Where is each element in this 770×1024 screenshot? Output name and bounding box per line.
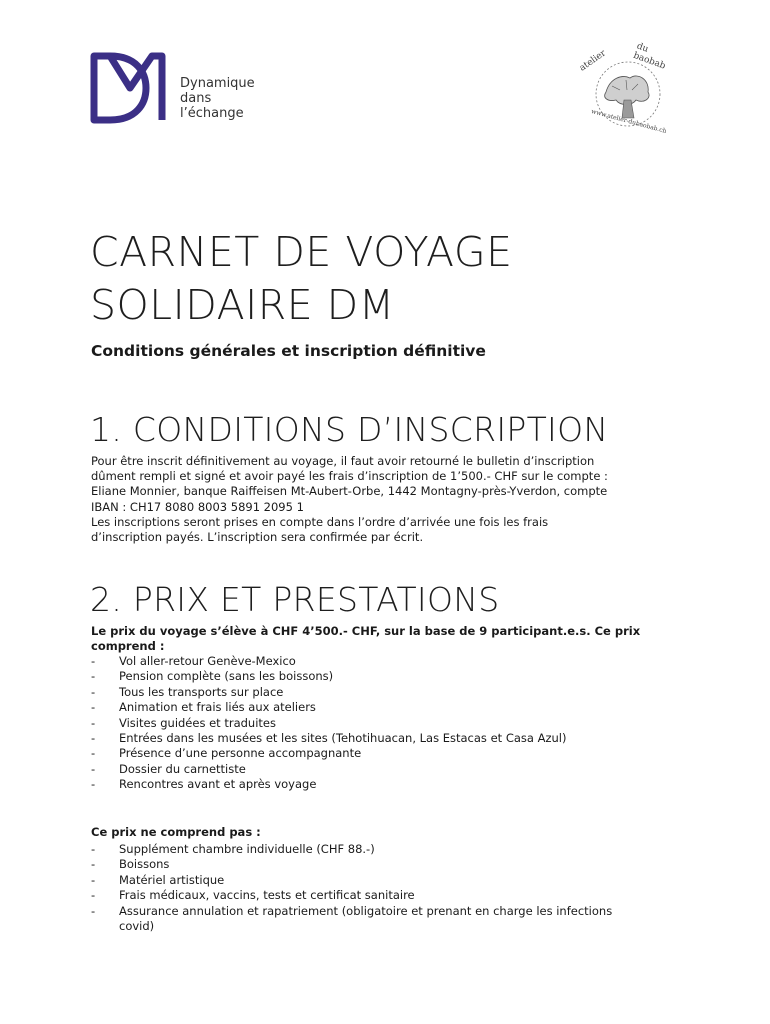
- logo-word: du baobab: [631, 41, 667, 72]
- bullet-dash: -: [91, 654, 96, 668]
- title-line: SOLIDAIRE DM: [90, 281, 395, 329]
- logo-url: www.atelier-dubaobab.ch: [590, 108, 668, 135]
- bullet-dash: -: [91, 761, 96, 776]
- list-item-text: Tous les transports sur place: [119, 684, 284, 699]
- bullet-dash: -: [91, 857, 96, 872]
- wordmark-line: Dynamique: [180, 76, 255, 91]
- wordmark-line: dans: [180, 91, 212, 106]
- list-item: [91, 842, 612, 857]
- list-item: [91, 700, 566, 715]
- list-item: [91, 731, 566, 746]
- section-heading-conditions: 1. CONDITIONS D’INSCRIPTION: [90, 410, 609, 449]
- list-item-text: Supplément chambre individuelle (CHF 88.-): [119, 842, 375, 856]
- list-item: [91, 669, 566, 684]
- dm-logo: [90, 52, 280, 128]
- list-item-text: Présence d’une personne accompagnante: [119, 746, 362, 761]
- conditions-paragraph: [91, 454, 691, 545]
- excluded-title-text: Ce prix ne comprend pas :: [91, 825, 261, 839]
- bullet-dash: -: [91, 872, 96, 887]
- list-item-text: Dossier du carnettiste: [119, 761, 246, 776]
- list-item: [91, 654, 566, 669]
- list-item-text: Vol aller-retour Genève-Mexico: [119, 654, 296, 668]
- list-item: [91, 777, 566, 792]
- list-item-text: Matériel artistique: [119, 872, 225, 887]
- list-item-text: Entrées dans les musées et les sites (Tehotihuacan, Las Estacas et Casa Azul): [119, 731, 567, 746]
- excluded-list: [91, 842, 612, 934]
- bullet-dash: -: [91, 746, 96, 761]
- atelier-lettering: [576, 42, 676, 142]
- excluded-title: [91, 825, 261, 840]
- paragraph-line: dûment rempli et signé et avoir payé les frais d’inscription de 1’500.- CHF sur le compte :: [91, 469, 608, 484]
- bullet-dash: -: [91, 888, 96, 903]
- price-intro: [91, 624, 640, 654]
- list-item: [91, 716, 566, 731]
- bullet-dash: -: [91, 715, 96, 730]
- wordmark-line: l’échange: [180, 106, 244, 121]
- included-list: [91, 654, 566, 793]
- list-item-text: Assurance annulation et rapatriement (obligatoire et prenant en charge les infections: [119, 903, 613, 918]
- bullet-dash: -: [91, 842, 96, 856]
- bullet-dash: -: [91, 777, 96, 792]
- price-intro-line: comprend :: [91, 639, 165, 654]
- list-item-text: Pension complète (sans les boissons): [119, 669, 334, 684]
- list-item: [91, 857, 612, 872]
- bullet-dash: -: [91, 903, 96, 918]
- paragraph-line: d’inscription payés. L’inscription sera confirmée par écrit.: [91, 530, 424, 545]
- paragraph-line: Les inscriptions seront prises en compte dans l’ordre d’arrivée une fois les frais: [91, 514, 549, 529]
- dm-wordmark: [180, 76, 255, 121]
- bullet-dash: -: [91, 684, 96, 699]
- list-item-text: Animation et frais liés aux ateliers: [119, 700, 316, 715]
- list-item: [91, 762, 566, 777]
- list-item-text: Rencontres avant et après voyage: [119, 777, 317, 792]
- title-line: CARNET DE VOYAGE: [90, 228, 513, 276]
- list-item: [91, 873, 612, 888]
- price-intro-line: Le prix du voyage s’élève à CHF 4’500.- CHF, sur la base de 9 participant.e.s. Ce prix: [91, 624, 641, 638]
- list-item: [91, 685, 566, 700]
- page-title: [90, 226, 513, 332]
- dm-monogram-icon: [90, 52, 170, 124]
- list-item-text: Boissons: [119, 857, 170, 872]
- paragraph-line: Pour être inscrit définitivement au voyage, il faut avoir retourné le bulletin d’inscription: [91, 454, 595, 468]
- bullet-dash: -: [91, 669, 96, 684]
- list-item: [91, 746, 566, 761]
- paragraph-line: Eliane Monnier, banque Raiffeisen Mt-Aubert-Orbe, 1442 Montagny-près-Yverdon, compte: [91, 484, 608, 499]
- list-item: [91, 904, 612, 935]
- bullet-dash: -: [91, 700, 96, 715]
- paragraph-line: IBAN : CH17 8080 8003 5891 2095 1: [91, 499, 304, 514]
- list-item-text: Visites guidées et traduites: [119, 715, 276, 730]
- bullet-dash: -: [91, 731, 96, 746]
- list-item-text: Frais médicaux, vaccins, tests et certificat sanitaire: [119, 888, 415, 903]
- logo-word: atelier: [577, 48, 608, 74]
- list-item-text: covid): [119, 919, 155, 934]
- atelier-du-baobab-logo: [576, 42, 676, 142]
- list-item: [91, 888, 612, 903]
- section-heading-prix: 2. PRIX ET PRESTATIONS: [90, 580, 500, 619]
- page-subtitle: Conditions générales et inscription définitive: [91, 342, 486, 360]
